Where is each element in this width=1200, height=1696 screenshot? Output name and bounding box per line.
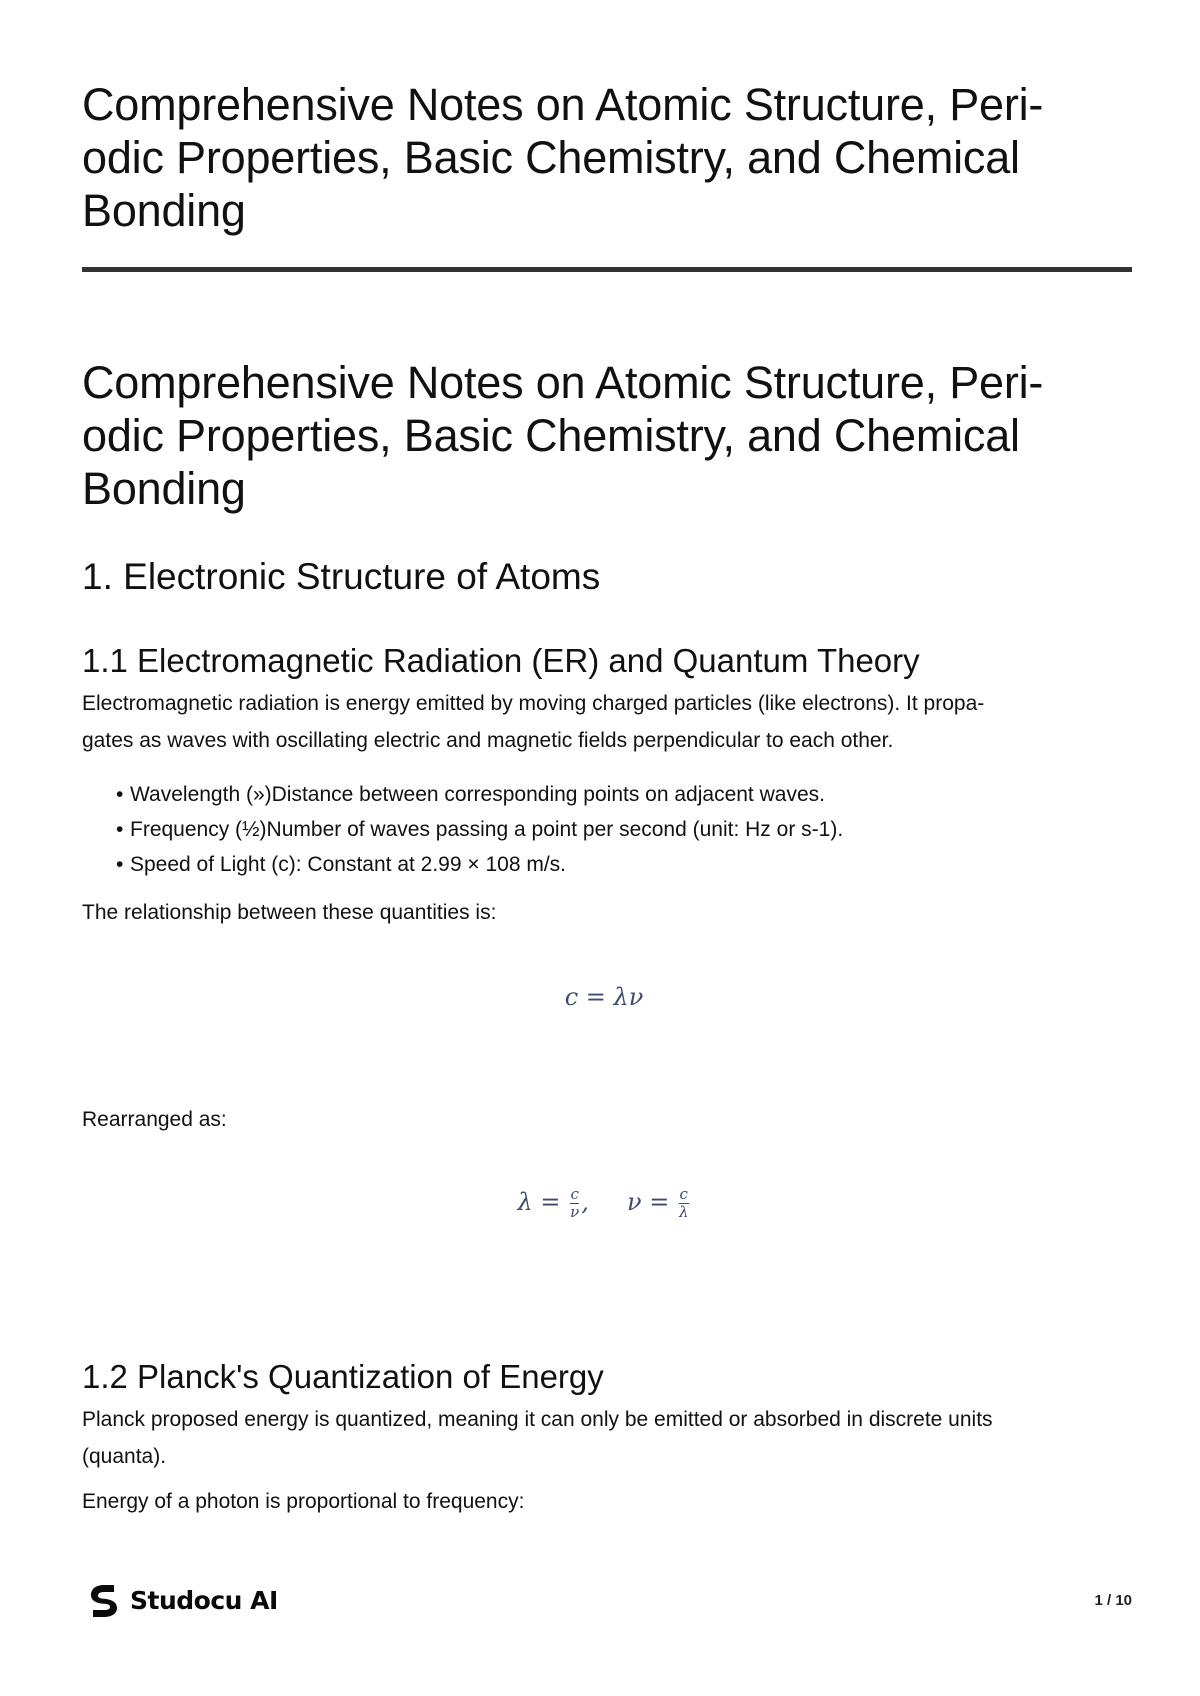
list-item-text: Wavelength (»)Distance between corresponding points on adjacent waves. (130, 783, 825, 806)
list-item (116, 812, 1132, 847)
list-item (116, 777, 1132, 812)
subsection-heading-1-1: 1.1 Electromagnetic Radiation (ER) and Quantum Theory (82, 642, 920, 679)
equation-separator: , (581, 1188, 589, 1216)
title-line: Bonding (82, 185, 246, 236)
rearranged-text: Rearranged as: (82, 1108, 227, 1131)
intro-line: gates as waves with oscillating electric and magnetic fields perpendicular to each other. (82, 729, 894, 752)
planck-line: Planck proposed energy is quantized, meaning it can only be emitted or absorbed in discrete units (82, 1408, 993, 1431)
bullet-icon: • (116, 818, 124, 841)
properties-list (116, 777, 1132, 882)
title-line: Comprehensive Notes on Atomic Structure, Peri- (82, 79, 1044, 130)
content-title-line: Bonding (82, 463, 246, 514)
document-page (82, 78, 1132, 1520)
fraction-denominator: λ (678, 1203, 689, 1221)
equation-lhs-nu: ν = (627, 1188, 670, 1216)
intro-paragraph (82, 685, 1132, 759)
bullet-icon: • (116, 783, 124, 806)
content-title-line: Comprehensive Notes on Atomic Structure, Peri- (82, 357, 1044, 408)
studocu-logo-icon (86, 1582, 122, 1618)
fraction-c-over-nu (570, 1186, 579, 1221)
intro-line: Electromagnetic radiation is energy emitted by moving charged particles (like electrons). It propa- (82, 692, 985, 715)
fraction-numerator: c (570, 1185, 579, 1203)
fraction-c-over-lambda (679, 1186, 689, 1221)
bullet-icon: • (116, 853, 124, 876)
title-divider (82, 267, 1132, 272)
page-number: 1 / 10 (1094, 1592, 1132, 1609)
brand-name: Studocu AI (130, 1585, 278, 1615)
content-title (82, 356, 1132, 515)
content-title-line: odic Properties, Basic Chemistry, and Chemical (82, 410, 1020, 461)
section-heading: 1. Electronic Structure of Atoms (82, 556, 601, 597)
relation-text: The relationship between these quantities is: (82, 901, 497, 924)
title-line: odic Properties, Basic Chemistry, and Chemical (82, 132, 1020, 183)
equation-wave: c = λν (564, 983, 644, 1011)
list-item-text: Frequency (½)Number of waves passing a point per second (unit: Hz or s-1). (130, 818, 844, 841)
studocu-logo[interactable] (86, 1582, 278, 1618)
fraction-denominator: ν (570, 1203, 580, 1221)
equation-lhs-lambda: λ = (517, 1188, 561, 1216)
planck-paragraph (82, 1401, 1132, 1475)
page-footer (86, 1582, 1132, 1622)
subsection-heading-1-2: 1.2 Planck's Quantization of Energy (82, 1358, 604, 1395)
document-title (82, 78, 1132, 237)
list-item (116, 847, 1132, 882)
planck-line: (quanta). (82, 1445, 167, 1468)
fraction-numerator: c (679, 1185, 688, 1203)
list-item-text: Speed of Light (c): Constant at 2.99 × 108 m/s. (130, 853, 567, 876)
equation-rearranged (82, 1186, 1126, 1221)
photon-energy-text: Energy of a photon is proportional to frequency: (82, 1490, 525, 1513)
